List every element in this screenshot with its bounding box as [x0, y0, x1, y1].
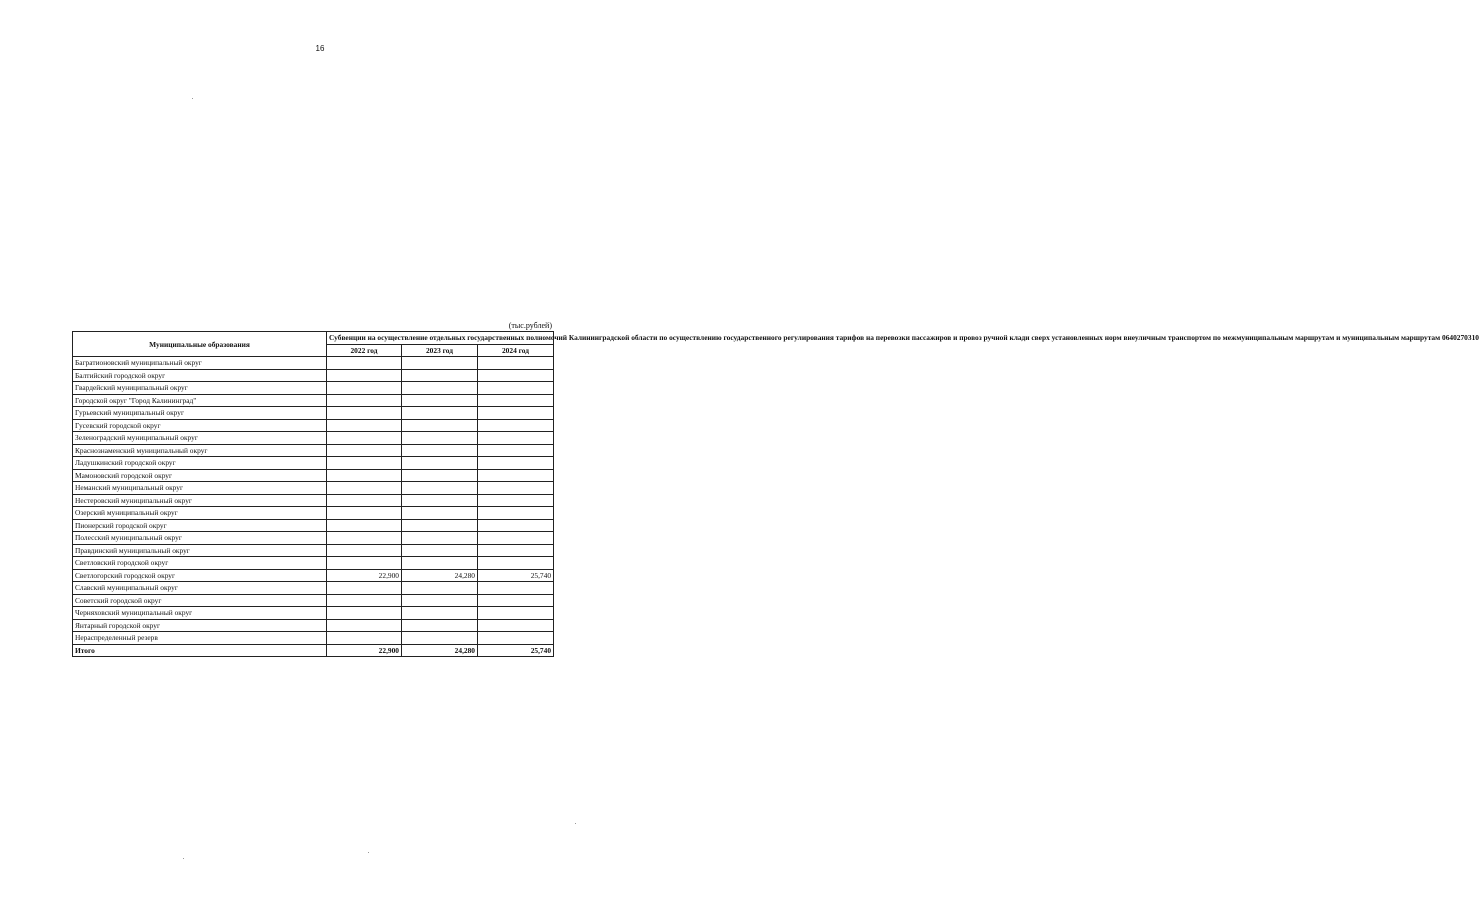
value-2024: [478, 507, 554, 520]
value-2023: 24,280: [402, 569, 478, 582]
municipality-name: Зеленоградский муниципальный округ: [73, 432, 327, 445]
table-row: [73, 507, 554, 520]
value-2022: [327, 594, 402, 607]
table-row: [73, 432, 554, 445]
value-2023: [402, 632, 478, 645]
municipality-name: Светлогорский городской округ: [73, 569, 327, 582]
value-2023: [402, 419, 478, 432]
value-2023: [402, 482, 478, 495]
table-row: [73, 594, 554, 607]
value-2022: [327, 507, 402, 520]
value-2024: [478, 444, 554, 457]
value-2024: [478, 357, 554, 370]
value-2024: [478, 607, 554, 620]
value-2024: [478, 494, 554, 507]
municipality-name: Нестеровский муниципальный округ: [73, 494, 327, 507]
value-2022: [327, 407, 402, 420]
table-row: [73, 419, 554, 432]
municipality-name: Правдинский муниципальный округ: [73, 544, 327, 557]
table-row: [73, 519, 554, 532]
value-2024: [478, 557, 554, 570]
value-2024: [478, 544, 554, 557]
value-2024: [478, 457, 554, 470]
value-2023: [402, 407, 478, 420]
value-2024: [478, 382, 554, 395]
value-2024: [478, 632, 554, 645]
municipality-name: Гусевский городской округ: [73, 419, 327, 432]
value-2024: [478, 432, 554, 445]
value-2024: [478, 419, 554, 432]
value-2023: [402, 619, 478, 632]
municipality-name: Пионерский городской округ: [73, 519, 327, 532]
subvention-table: [72, 331, 1479, 657]
value-2024: [478, 407, 554, 420]
value-2022: [327, 357, 402, 370]
units-note: (тыс.рублей): [508, 321, 552, 330]
municipality-name: Светловский городской округ: [73, 557, 327, 570]
value-2022: [327, 382, 402, 395]
value-2022: [327, 457, 402, 470]
municipality-name: Краснознаменский муниципальный округ: [73, 444, 327, 457]
value-2022: [327, 582, 402, 595]
scan-speck: [183, 858, 184, 859]
municipality-name: Славский муниципальный округ: [73, 582, 327, 595]
table-row: [73, 582, 554, 595]
value-2023: [402, 594, 478, 607]
value-2023: [402, 544, 478, 557]
value-2022: 22,900: [327, 569, 402, 582]
value-2023: [402, 494, 478, 507]
value-2023: [402, 607, 478, 620]
table-row: [73, 469, 554, 482]
table-row: [73, 394, 554, 407]
municipality-name: Советский городской округ: [73, 594, 327, 607]
value-2022: [327, 432, 402, 445]
total-label: Итого: [73, 644, 327, 657]
table-row: [73, 607, 554, 620]
table-row: [73, 557, 554, 570]
value-2024: [478, 582, 554, 595]
table-row: [73, 494, 554, 507]
value-2022: [327, 394, 402, 407]
scan-speck: [575, 823, 576, 824]
value-2022: [327, 532, 402, 545]
value-2023: [402, 532, 478, 545]
table-row: [73, 382, 554, 395]
table-row: [73, 407, 554, 420]
value-2023: [402, 369, 478, 382]
year-header-2023: 2023 год: [402, 344, 478, 357]
value-2024: [478, 619, 554, 632]
value-2024: [478, 369, 554, 382]
value-2023: [402, 557, 478, 570]
municipality-name: Городской округ "Город Калининград": [73, 394, 327, 407]
table-row: [73, 544, 554, 557]
municipality-name: Янтарный городской округ: [73, 619, 327, 632]
value-2022: [327, 619, 402, 632]
value-2024: 25,740: [478, 569, 554, 582]
total-2024: 25,740: [478, 644, 554, 657]
value-2024: [478, 394, 554, 407]
scan-speck: [368, 852, 369, 853]
value-2024: [478, 469, 554, 482]
table-row: [73, 444, 554, 457]
value-2023: [402, 444, 478, 457]
table-row: [73, 619, 554, 632]
municipality-name: Нераспределенный резерв: [73, 632, 327, 645]
value-2022: [327, 482, 402, 495]
value-2023: [402, 432, 478, 445]
value-2024: [478, 519, 554, 532]
value-2022: [327, 369, 402, 382]
table-row: [73, 569, 554, 582]
subvention-header: Субвенции на осуществление отдельных государственных полномочий Калининградской области по осуществлению государственного регулирования тарифов на перевозки пассажиров и провоз ручной клади сверх установленных норм внеуличным транспортом по межмуниципальным маршрутам и муниципальным маршрутам 0640270310: [327, 332, 554, 345]
table-row: [73, 457, 554, 470]
table-row: [73, 532, 554, 545]
value-2023: [402, 394, 478, 407]
municipality-name: Гурьевский муниципальный округ: [73, 407, 327, 420]
table-row: [73, 357, 554, 370]
municipality-name: Озерский муниципальный округ: [73, 507, 327, 520]
scan-speck: [192, 98, 193, 99]
value-2024: [478, 594, 554, 607]
municipality-name: Мамоновский городской округ: [73, 469, 327, 482]
value-2022: [327, 557, 402, 570]
municipalities-header: Муниципальные образования: [73, 332, 327, 357]
value-2022: [327, 607, 402, 620]
value-2022: [327, 444, 402, 457]
municipality-name: Балтийский городской округ: [73, 369, 327, 382]
municipality-name: Неманский муниципальный округ: [73, 482, 327, 495]
value-2022: [327, 494, 402, 507]
municipality-name: Гвардейский муниципальный округ: [73, 382, 327, 395]
value-2023: [402, 457, 478, 470]
value-2023: [402, 507, 478, 520]
value-2022: [327, 469, 402, 482]
table-row: [73, 369, 554, 382]
value-2023: [402, 582, 478, 595]
value-2024: [478, 532, 554, 545]
value-2022: [327, 544, 402, 557]
municipality-name: Ладушкинский городской округ: [73, 457, 327, 470]
municipality-name: Багратионовский муниципальный округ: [73, 357, 327, 370]
value-2022: [327, 419, 402, 432]
year-header-2024: 2024 год: [478, 344, 554, 357]
value-2023: [402, 357, 478, 370]
value-2024: [478, 482, 554, 495]
total-2022: 22,900: [327, 644, 402, 657]
value-2022: [327, 632, 402, 645]
value-2022: [327, 519, 402, 532]
value-2023: [402, 382, 478, 395]
year-header-2022: 2022 год: [327, 344, 402, 357]
municipality-name: Полесский муниципальный округ: [73, 532, 327, 545]
value-2023: [402, 469, 478, 482]
total-2023: 24,280: [402, 644, 478, 657]
total-row: [73, 644, 554, 657]
table-row: [73, 482, 554, 495]
value-2023: [402, 519, 478, 532]
municipality-name: Черняховский муниципальный округ: [73, 607, 327, 620]
page-number: 16: [315, 44, 325, 53]
table-row: [73, 632, 554, 645]
